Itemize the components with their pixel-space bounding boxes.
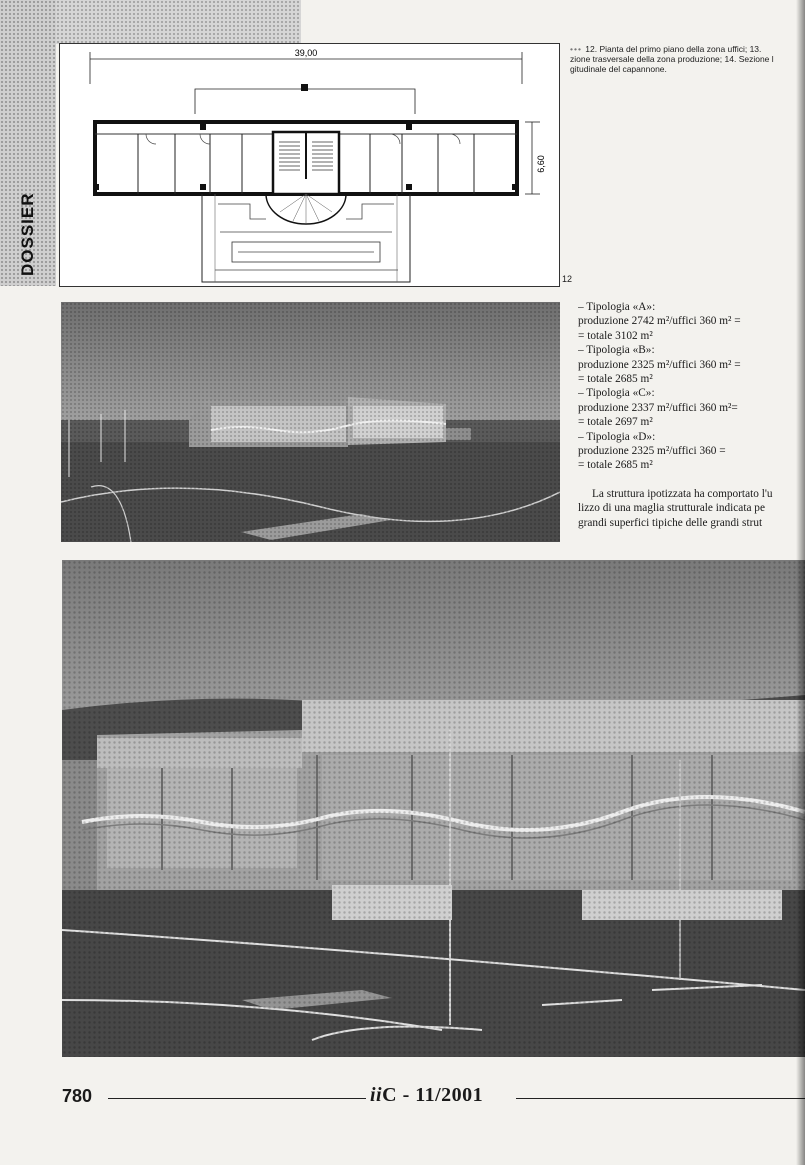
journal-suffix: C - 11/2001 xyxy=(382,1084,484,1106)
building-photo-large xyxy=(62,560,805,1057)
typology-a-heading: – Tipologia «A»: xyxy=(578,301,656,313)
typology-d-production: produzione 2325 m²/uffici 360 = xyxy=(578,445,726,458)
typology-b-heading: – Tipologia «B»: xyxy=(578,344,655,357)
plan-width-dimension: 39,00 xyxy=(294,48,318,58)
halftone-header-band xyxy=(56,0,301,44)
typology-d-heading: – Tipologia «D»: xyxy=(578,430,656,443)
caption-line-1: 12. Pianta del primo piano della zona uffici; 13. xyxy=(585,44,762,54)
journal-issue xyxy=(370,1084,483,1107)
typology-d-total: = totale 2685 m² xyxy=(578,459,653,472)
footer-rule-left xyxy=(108,1098,366,1099)
page-number: 780 xyxy=(62,1086,93,1106)
typology-c-total: = totale 2697 m² xyxy=(578,416,653,429)
page-gutter-shadow xyxy=(796,0,805,1165)
typology-a-total: = totale 3102 m² xyxy=(578,329,653,342)
figure-caption xyxy=(570,44,805,74)
figure-number: 12 xyxy=(562,274,573,284)
body-text-line-1: La struttura ipotizzata ha comportato l'u xyxy=(592,487,773,500)
floor-plan-drawing xyxy=(60,44,559,286)
body-text-line-3: grandi superfici tipiche delle grandi strut xyxy=(578,516,763,529)
caption-line-3: gitudinale del capannone. xyxy=(570,64,667,74)
typology-list xyxy=(578,300,805,530)
footer-rule-right xyxy=(516,1098,805,1099)
typology-c-heading: – Tipologia «C»: xyxy=(578,387,655,400)
building-photo-small xyxy=(61,302,560,542)
floor-plan-figure xyxy=(59,43,560,287)
plan-depth-dimension: 6,60 xyxy=(536,155,546,173)
typology-a-production: produzione 2742 m²/uffici 360 m² = xyxy=(578,315,741,328)
typology-b-production: produzione 2325 m²/uffici 360 m² = xyxy=(578,358,741,371)
body-text-line-2: lizzo di una maglia strutturale indicata pe xyxy=(578,502,765,515)
typology-b-total: = totale 2685 m² xyxy=(578,373,653,386)
dossier-tab xyxy=(0,0,56,286)
caption-line-2: zione trasversale della zona produzione; 14. Sezione l xyxy=(570,54,774,64)
journal-prefix: ii xyxy=(370,1084,383,1106)
dossier-label: DOSSIER xyxy=(18,192,37,276)
typology-c-production: produzione 2337 m²/uffici 360 m²= xyxy=(578,401,738,414)
caption-bullets: ••• xyxy=(570,44,586,54)
